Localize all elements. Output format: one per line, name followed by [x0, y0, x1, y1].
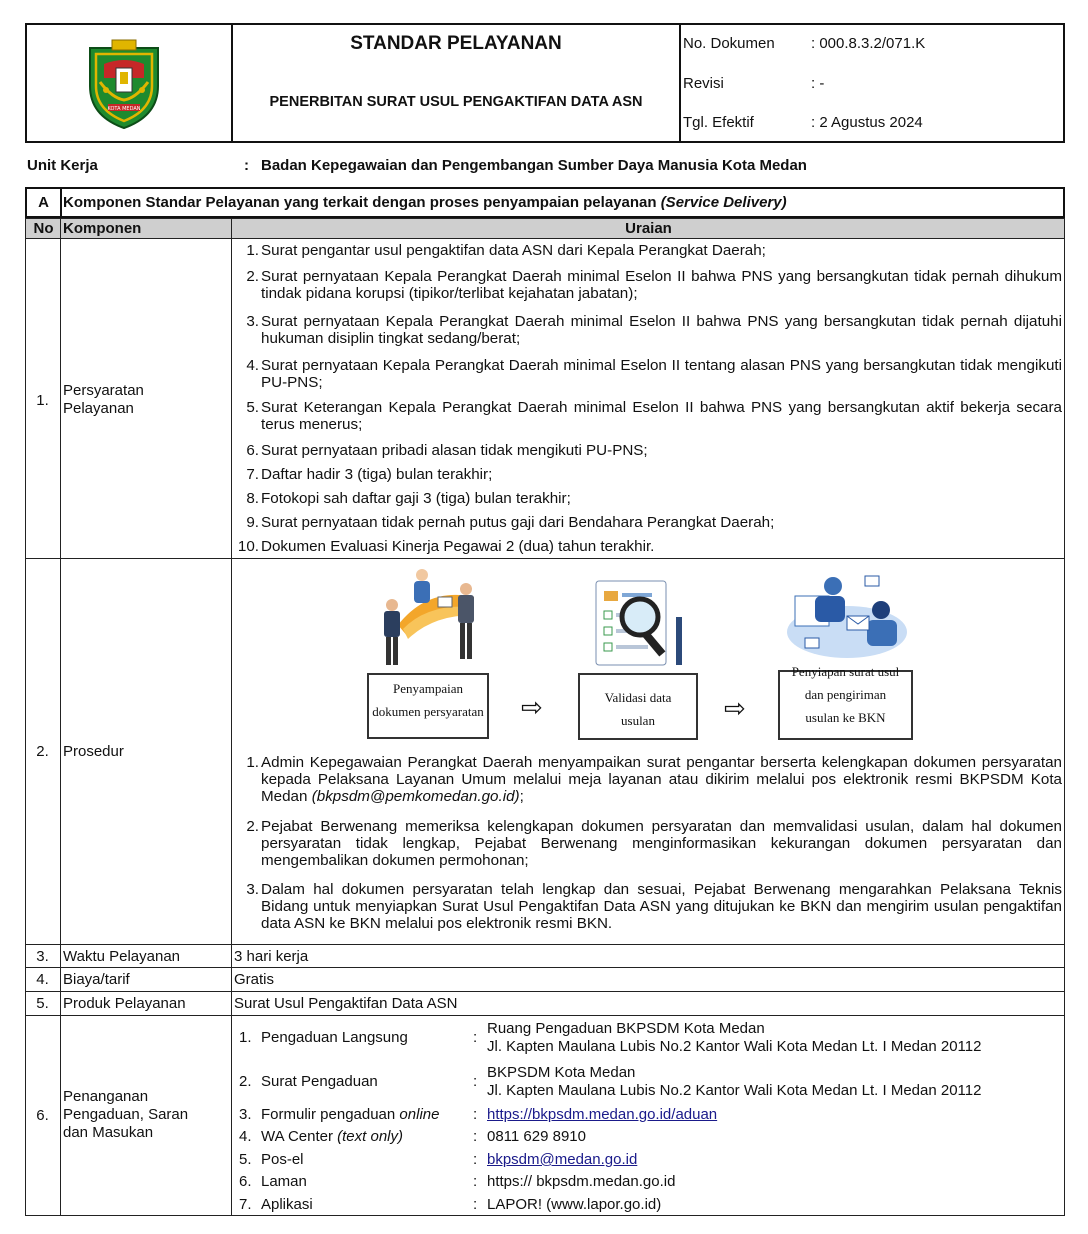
meta-date-label: Tgl. Efektif: [683, 114, 754, 131]
channel-num: 4.: [239, 1128, 252, 1145]
channel-colon: :: [473, 1128, 478, 1145]
channel-label: Pos-el: [261, 1151, 304, 1168]
logo-text: KOTA MEDAN: [107, 106, 141, 112]
flow-arrow-icon: ⇨: [521, 692, 543, 722]
channel-num: 7.: [239, 1196, 252, 1213]
row3-komponen: Waktu Pelayanan: [63, 948, 181, 965]
channel-label: Surat Pengaduan: [261, 1073, 378, 1090]
column-no: No: [33, 220, 54, 237]
row5-value: Surat Usul Pengaktifan Data ASN: [234, 995, 458, 1012]
row-sep-4: [25, 991, 1065, 992]
channel-num: 3.: [239, 1106, 252, 1123]
channel-colon: :: [473, 1029, 478, 1046]
row6-komponen: Penanganan Pengaduan, Saran dan Masukan: [63, 1088, 189, 1141]
procedure-step: Dalam hal dokumen persyaratan telah lengkap dan sesuai, Pejabat Berwenang mengarahkan Pelaksana Teknis Bidang untuk menyiapkan Surat Usul Pengaktifan Data ASN yang ditujukan ke BKN dan mengirim usulan pengaktifan data ASN ke BKN melalui pos elektronik resmi BKN.: [261, 881, 1062, 932]
requirement-item: Surat pernyataan Kepala Perangkat Daerah minimal Eselon II tentang alasan PNS yang bersangkutan tidak mengikuti PU-PNS;: [261, 357, 1062, 391]
channel-label: WA Center (text only): [261, 1128, 403, 1145]
unit-kerja-colon: :: [244, 157, 249, 174]
city-logo: [82, 38, 166, 130]
row6-no: 6.: [36, 1107, 49, 1124]
validation-illustration: [590, 577, 690, 669]
channel-label: Laman: [261, 1173, 307, 1190]
channel-num: 2.: [239, 1073, 252, 1090]
meta-doc-label: No. Dokumen: [683, 35, 775, 52]
meta-rev-value: : -: [811, 75, 825, 92]
requirement-item: Surat pernyataan pribadi alasan tidak mengikuti PU-PNS;: [261, 442, 648, 459]
row3-value: 3 hari kerja: [234, 948, 309, 965]
row4-no: 4.: [36, 971, 49, 988]
requirement-item: Surat pernyataan Kepala Perangkat Daerah minimal Eselon II bahwa PNS yang bersangkutan tidak pernah dijatuhi hukuman disiplin tingkat sedang/berat;: [261, 313, 1062, 347]
requirement-item: Surat pernyataan tidak pernah putus gaji dari Bendahara Perangkat Daerah;: [261, 514, 775, 531]
email-link[interactable]: bkpsdm@medan.go.id: [487, 1151, 638, 1168]
flow-arrow-icon: ⇨: [724, 693, 746, 723]
wa-number: 0811 629 8910: [487, 1128, 586, 1145]
procedure-step: Pejabat Berwenang memeriksa kelengkapan dokumen persyaratan dan memvalidasi usulan, dalam hal dokumen persyaratan tidak lengkap, Pejabat Berwenang menginformasikan kekurangan dokumen persyaratan dan mengembalikan dokumen permohonan;: [261, 818, 1062, 869]
meta-doc-value: : 000.8.3.2/071.K: [811, 35, 926, 52]
row3-no: 3.: [36, 948, 49, 965]
row2-no: 2.: [36, 743, 49, 760]
page-title: STANDAR PELAYANAN: [350, 33, 562, 54]
row5-no: 5.: [36, 995, 49, 1012]
channel-value: BKPSDM Kota Medan: [487, 1064, 636, 1081]
meta-rev-label: Revisi: [683, 75, 724, 92]
channel-colon: :: [473, 1173, 478, 1190]
requirement-item: Surat pernyataan Kepala Perangkat Daerah minimal Eselon II bahwa PNS yang bersangkutan tidak pernah dihukum tindak pidana korupsi (tipikor/terlibat kejahatan jabatan);: [261, 268, 1062, 302]
section-title-text: Komponen Standar Pelayanan yang terkait dengan proses penyampaian pelayanan: [63, 194, 657, 211]
requirement-item: Fotokopi sah daftar gaji 3 (tiga) bulan terakhir;: [261, 490, 571, 507]
row1-list: 1. Surat pengantar usul pengaktifan data ASN dari Kepala Perangkat Daerah; 2. Surat pernyataan Kepala Perangkat Daerah minimal Eselon II bahwa PNS yang bersangkutan tidak pernah dihukum tindak pidana korupsi (tipikor/terlibat kejahatan jabatan); 3. Surat pernyataan Kepala Perangkat Daerah minimal Eselon II bahwa PNS yang bersangkutan tidak pernah dijatuhi hukuman disiplin tingkat sedang/berat; 4. Surat pernyataan Kepala Perangkat Daerah minimal Eselon II tentang alasan PNS yang bersangkutan tidak mengikuti PU-PNS; 5. Surat Keterangan Kepala Perangkat Daerah minimal Eselon II bahwa PNS yang bersangkutan aktif bekerja secara terus menerus; 6. Surat pernyataan pribadi alasan tidak mengikuti PU-PNS; 7. Daftar hadir 3 (tiga) bulan terakhir; 8. Fotokopi sah daftar gaji 3 (tiga) bulan terakhir; 9. Surat pernyataan tidak pernah putus gaji dari Bendahara Perangkat Daerah; 10. Dokumen Evaluasi Kinerja Pegawai 2 (dua) tahun terakhir.: [237, 242, 1062, 555]
channel-label: Aplikasi: [261, 1196, 313, 1213]
channel-colon: :: [473, 1196, 478, 1213]
channel-label: Pengaduan Langsung: [261, 1029, 408, 1046]
requirement-item: Surat pengantar usul pengaktifan data ASN dari Kepala Perangkat Daerah;: [261, 242, 766, 259]
row4-value: Gratis: [234, 971, 275, 988]
channel-address: Jl. Kapten Maulana Lubis No.2 Kantor Wali Kota Medan Lt. I Medan 20112: [487, 1038, 982, 1055]
row-sep-2: [25, 944, 1065, 945]
procedure-step: Admin Kepegawaian Perangkat Daerah menyampaikan surat pengantar berserta kelengkapan dokumen persyaratan kepada Pelaksana Layanan Umum melalui meja layanan atau dikirim melalui pos elektronik resmi BKPSDM Kota Medan: [261, 754, 1062, 805]
col-line-1: [60, 218, 61, 1216]
flow-step-send: Penyiapan surat usul dan pengiriman usulan ke BKN: [778, 670, 913, 740]
channel-num: 5.: [239, 1151, 252, 1168]
service-desk-illustration: [378, 567, 478, 671]
channel-num: 6.: [239, 1173, 252, 1190]
flow-step-validate: Validasi data usulan: [578, 673, 698, 740]
complaint-form-link[interactable]: https://bkpsdm.medan.go.id/aduan: [487, 1106, 718, 1123]
col-line-2: [231, 218, 232, 1216]
row-sep-3: [25, 967, 1065, 968]
meta-date-value: : 2 Agustus 2024: [811, 114, 923, 131]
section-title: [63, 194, 1063, 211]
procedure-list: 1. Admin Kepegawaian Perangkat Daerah menyampaikan surat pengantar berserta kelengkapan dokumen persyaratan kepada Pelaksana Layanan Umum melalui meja layanan atau dikirim melalui pos elektronik resmi BKPSDM Kota Medan (bkpsdm@pemkomedan.go.id); 2. Pejabat Berwenang memeriksa kelengkapan dokumen persyaratan dan memvalidasi usulan, dalam hal dokumen persyaratan tidak lengkap, Pejabat Berwenang menginformasikan kekurangan dokumen persyaratan dan mengembalikan dokumen permohonan; 3. Dalam hal dokumen persyaratan telah lengkap dan sesuai, Pejabat Berwenang mengarahkan Pelaksana Teknis Bidang untuk menyiapkan Surat Usul Pengaktifan Data ASN yang ditujukan ke BKN dan mengirim usulan pengaktifan data ASN ke BKN melalui pos elektronik resmi BKN.: [246, 754, 1062, 932]
unit-kerja-value: Badan Kepegawaian dan Pengembangan Sumber Daya Manusia Kota Medan: [261, 157, 807, 174]
channel-value: Ruang Pengaduan BKPSDM Kota Medan: [487, 1020, 765, 1037]
unit-kerja-label: Unit Kerja: [27, 157, 98, 174]
column-komponen: Komponen: [63, 220, 142, 237]
row1-komponen: Persyaratan Pelayanan: [63, 382, 144, 417]
channel-num: 1.: [239, 1029, 252, 1046]
column-uraian: Uraian: [625, 220, 672, 237]
row2-komponen: Prosedur: [63, 743, 124, 760]
channel-label: Formulir pengaduan online: [261, 1106, 440, 1123]
row5-komponen: Produk Pelayanan: [63, 995, 186, 1012]
row4-komponen: Biaya/tarif: [63, 971, 130, 988]
row-sep-5: [25, 1015, 1065, 1016]
row-sep-1: [25, 558, 1065, 559]
row1-no: 1.: [36, 392, 49, 409]
section-letter: A: [38, 194, 49, 211]
page-subtitle: PENERBITAN SURAT USUL PENGAKTIFAN DATA ASN: [269, 94, 643, 110]
header-divider-2: [679, 24, 681, 142]
section-title-italic: (Service Delivery): [660, 194, 787, 211]
requirement-item: Dokumen Evaluasi Kinerja Pegawai 2 (dua) tahun terakhir.: [261, 538, 655, 555]
channel-colon: :: [473, 1106, 478, 1123]
procedure-step-email: (bkpsdm@pemkomedan.go.id): [311, 788, 520, 805]
app-value: LAPOR! (www.lapor.go.id): [487, 1196, 662, 1213]
channel-address: Jl. Kapten Maulana Lubis No.2 Kantor Wali Kota Medan Lt. I Medan 20112: [487, 1082, 982, 1099]
channel-colon: :: [473, 1073, 478, 1090]
requirement-item: Daftar hadir 3 (tiga) bulan terakhir;: [261, 466, 493, 483]
send-email-illustration: [785, 572, 911, 660]
requirement-item: Surat Keterangan Kepala Perangkat Daerah minimal Eselon II bahwa PNS yang bersangkutan aktif bekerja secara terus menerus;: [261, 399, 1062, 433]
channel-colon: :: [473, 1151, 478, 1168]
website-value: https:// bkpsdm.medan.go.id: [487, 1173, 676, 1190]
flow-step-submit: Penyampaian dokumen persyaratan: [367, 673, 489, 739]
section-divider: [60, 188, 62, 217]
